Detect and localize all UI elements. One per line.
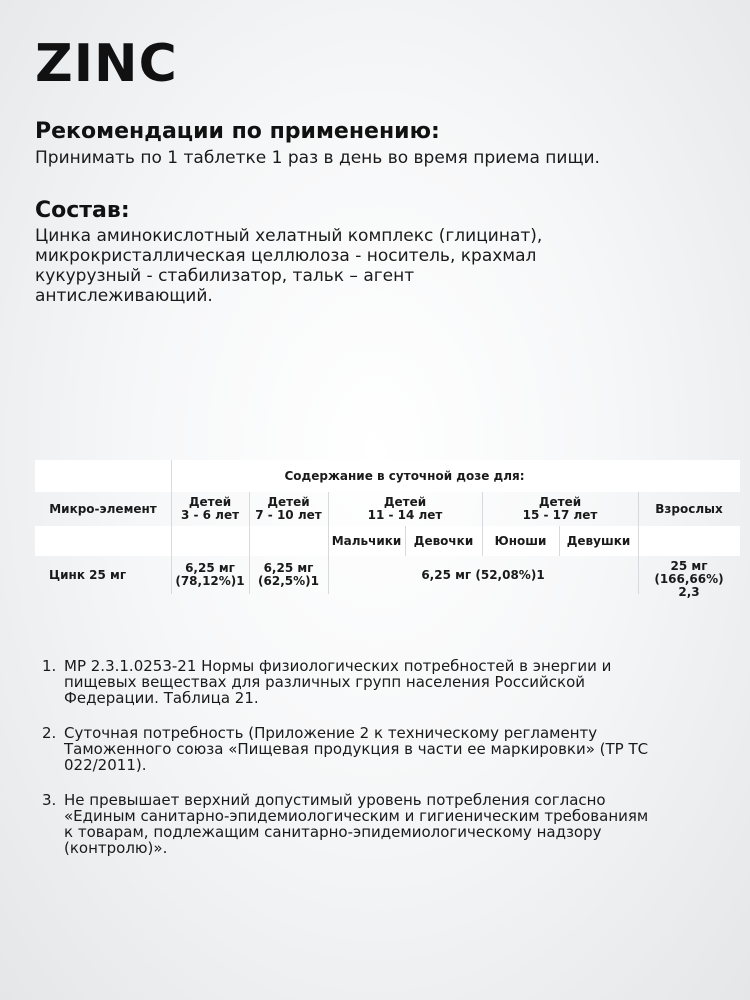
subheader-maidens: Девушки — [566, 533, 631, 548]
value-line: (62,5%)1 — [258, 574, 319, 588]
composition-text — [35, 226, 542, 306]
footnote-number: 3. — [42, 791, 57, 809]
group-header-3-6 — [171, 492, 249, 526]
composition-heading: Состав: — [35, 198, 130, 223]
footnote-number: 2. — [42, 724, 57, 742]
composition-line: антислеживающий. — [35, 286, 213, 306]
page-title: ZINC — [35, 34, 178, 94]
value-line: 6,25 мг — [263, 561, 314, 575]
group-header-15-17 — [482, 492, 638, 526]
group-header-line: 3 - 6 лет — [180, 508, 240, 522]
footnote-text: Не превышает верхний допустимый уровень потребления согласно «Единым санитарно-эпидемиологическим и гигиеническим требованиям к товарам, подлежащим санитарно-эпидемиологическому надзору (контролю)». — [64, 791, 649, 857]
group-header-line: Детей — [383, 495, 427, 509]
footnote-text: Суточная потребность (Приложение 2 к техническому регламенту Таможенного союза «Пищевая продукция в части ее маркировки» (ТР ТС 022/2011). — [64, 724, 649, 774]
subheader-boys: Мальчики — [331, 533, 402, 548]
group-header-7-10 — [249, 492, 328, 526]
footnote-item — [42, 658, 662, 706]
value-line: (166,66%) — [654, 571, 724, 586]
group-header-11-14 — [328, 492, 482, 526]
row-value-3-6 — [171, 556, 249, 594]
row-value-adults — [638, 556, 740, 602]
composition-line: микрокристаллическая целлюлоза - носитель, крахмал — [35, 246, 537, 266]
group-header-line: 11 - 14 лет — [367, 508, 443, 522]
value-line: (78,12%)1 — [175, 574, 245, 588]
group-header-line: 15 - 17 лет — [522, 508, 598, 522]
value-line: 25 мг — [670, 558, 708, 573]
value-line: 2,3 — [678, 584, 700, 599]
subheader-girls: Девочки — [413, 533, 474, 548]
composition-line: кукурузный - стабилизатор, тальк – агент — [35, 266, 415, 286]
row-value-7-10 — [249, 556, 328, 594]
usage-heading: Рекомендации по применению: — [35, 119, 440, 144]
footnote-text: МР 2.3.1.0253-21 Нормы физиологических потребностей в энергии и пищевых веществах для различных групп населения Российской Федерации. Таблица 21. — [64, 657, 612, 707]
footnote-item — [42, 725, 662, 773]
group-header-adults: Взрослых — [655, 501, 723, 516]
value-line: 6,25 мг — [185, 561, 235, 575]
table-caption: Содержание в суточной дозе для: — [284, 468, 525, 483]
group-header-line: Детей — [538, 495, 582, 509]
group-header-line: Детей — [267, 495, 310, 509]
group-header-line: 7 - 10 лет — [255, 508, 322, 522]
footnote-number: 1. — [42, 657, 57, 675]
col-element-header: Микро-элемент — [49, 501, 157, 516]
footnote-item — [42, 792, 662, 856]
subheader-youths: Юноши — [494, 533, 547, 548]
row-value-11-17: 6,25 мг (52,08%)1 — [421, 567, 545, 582]
composition-line: Цинка аминокислотный хелатный комплекс (глицинат), — [35, 226, 543, 246]
footnotes — [42, 658, 662, 875]
usage-text: Принимать по 1 таблетке 1 раз в день во время приема пищи. — [35, 148, 600, 168]
group-header-line: Детей — [188, 495, 232, 509]
row-element: Цинк 25 мг — [49, 567, 127, 582]
